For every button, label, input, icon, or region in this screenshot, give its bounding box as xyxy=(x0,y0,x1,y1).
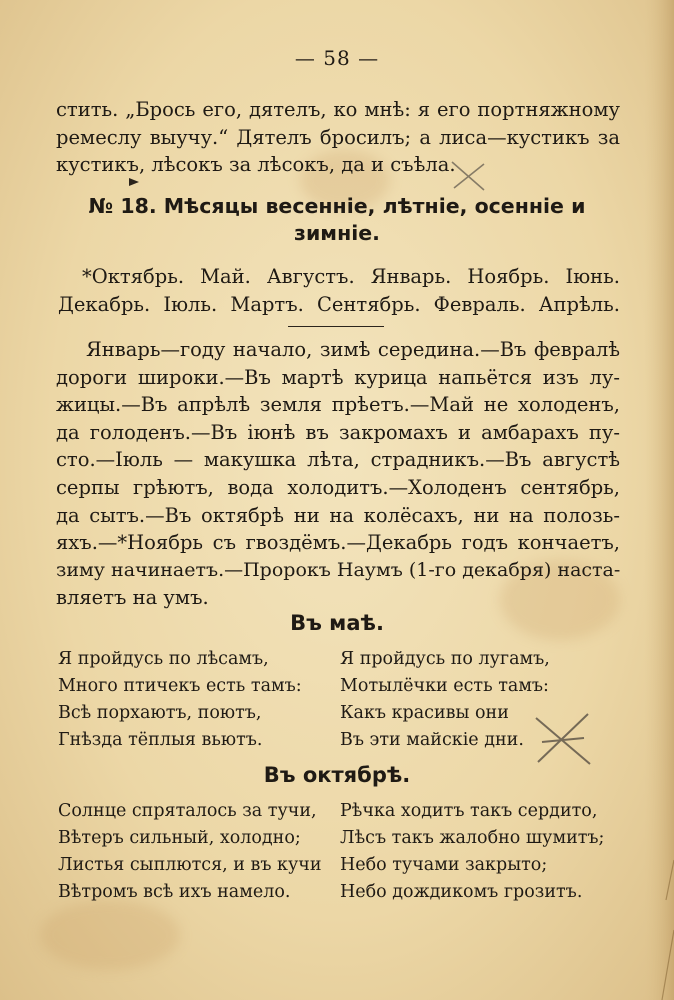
page-number: — 58 — xyxy=(294,46,380,70)
poem-line: Я пройдусь по лѣсамъ, xyxy=(58,649,269,669)
poem-line: Какъ красивы они xyxy=(340,703,509,723)
poem-line: Вѣтеръ сильный, холодно; xyxy=(58,828,301,848)
text-line: Декабрь. Іюль. Мартъ. Сентябрь. Февраль. Апрѣль. xyxy=(58,292,620,316)
section-heading xyxy=(0,193,674,247)
text-line: кустикъ, лѣсокъ за лѣсокъ, да и съѣла. xyxy=(56,153,456,177)
proverbs-paragraph xyxy=(56,336,620,612)
paper-stain xyxy=(40,900,180,970)
text-line: дороги широки.—Въ мартѣ курица напьётся изъ лу- xyxy=(56,365,620,389)
poem-may-left-column xyxy=(58,646,302,754)
poem-october-left-column xyxy=(58,798,322,906)
text-line: да сытъ.—Въ октябрѣ ни на колёсахъ, ни на полозь- xyxy=(56,503,620,527)
text-line: сто.—Іюль — макушка лѣта, страдникъ.—Въ августѣ xyxy=(56,448,620,472)
poem-may-right-column xyxy=(340,646,550,754)
poem-line: Вѣтромъ всѣ ихъ намело. xyxy=(58,882,291,902)
poem-line: Въ эти майскіе дни. xyxy=(340,730,524,750)
heading-line: зимніе. xyxy=(294,221,380,245)
poem-line: Солнце спряталось за тучи, xyxy=(58,801,317,821)
text-line: Январь—году начало, зимѣ середина.—Въ февралѣ xyxy=(86,338,620,361)
poem-line: Гнѣзда тёплыя вьютъ. xyxy=(58,730,263,750)
text-line: *Октябрь. Май. Августъ. Январь. Ноябрь. Іюнь. xyxy=(82,265,620,288)
text-line: яхъ.—*Ноябрь съ гвоздёмъ.—Декабрь годъ кончаетъ, xyxy=(56,531,620,555)
poem-line: Рѣчка ходитъ такъ сердито, xyxy=(340,801,598,821)
poem-line: Небо тучами закрыто; xyxy=(340,855,548,875)
text-line: жицы.—Въ апрѣлѣ земля прѣетъ.—Май не холоденъ, xyxy=(56,393,620,417)
poem-october-right-column xyxy=(340,798,604,906)
text-line: зиму начинаетъ.—Пророкъ Наумъ (1-го декабря) наста- xyxy=(56,558,621,581)
text-line: вляетъ на умъ. xyxy=(56,586,209,610)
text-line: серпы грѣютъ, вода холодитъ.—Холоденъ сентябрь, xyxy=(56,475,620,499)
text-line: да голоденъ.—Въ іюнѣ въ закромахъ и амбарахъ пу- xyxy=(56,420,620,444)
poem-october-title: Въ октябрѣ. xyxy=(263,763,411,787)
intro-paragraph xyxy=(56,96,620,179)
poem-line: Много птичекъ есть тамъ: xyxy=(58,676,302,696)
text-line: стить. „Брось его, дятелъ, ко мнѣ: я его портняжному xyxy=(56,98,620,121)
poem-line: Всѣ порхаютъ, поютъ, xyxy=(58,703,262,723)
poem-line: Небо дождикомъ грозитъ. xyxy=(340,882,583,902)
poem-line: Мотылёчки есть тамъ: xyxy=(340,676,549,696)
page-fold-shadow xyxy=(644,0,674,1000)
poem-line: Я пройдусь по лугамъ, xyxy=(340,649,550,669)
heading-line: № 18. Мѣсяцы весенніе, лѣтніе, осенніе и xyxy=(88,194,586,218)
poem-line: Листья сыплются, и въ кучи xyxy=(58,855,322,875)
divider-rule xyxy=(288,326,384,327)
poem-may-title: Въ маѣ. xyxy=(290,611,384,635)
months-list xyxy=(58,263,620,318)
text-line: ремеслу выучу.“ Дятелъ бросилъ; а лиса—кустикъ за xyxy=(56,125,620,149)
poem-line: Лѣсъ такъ жалобно шумитъ; xyxy=(340,828,605,848)
